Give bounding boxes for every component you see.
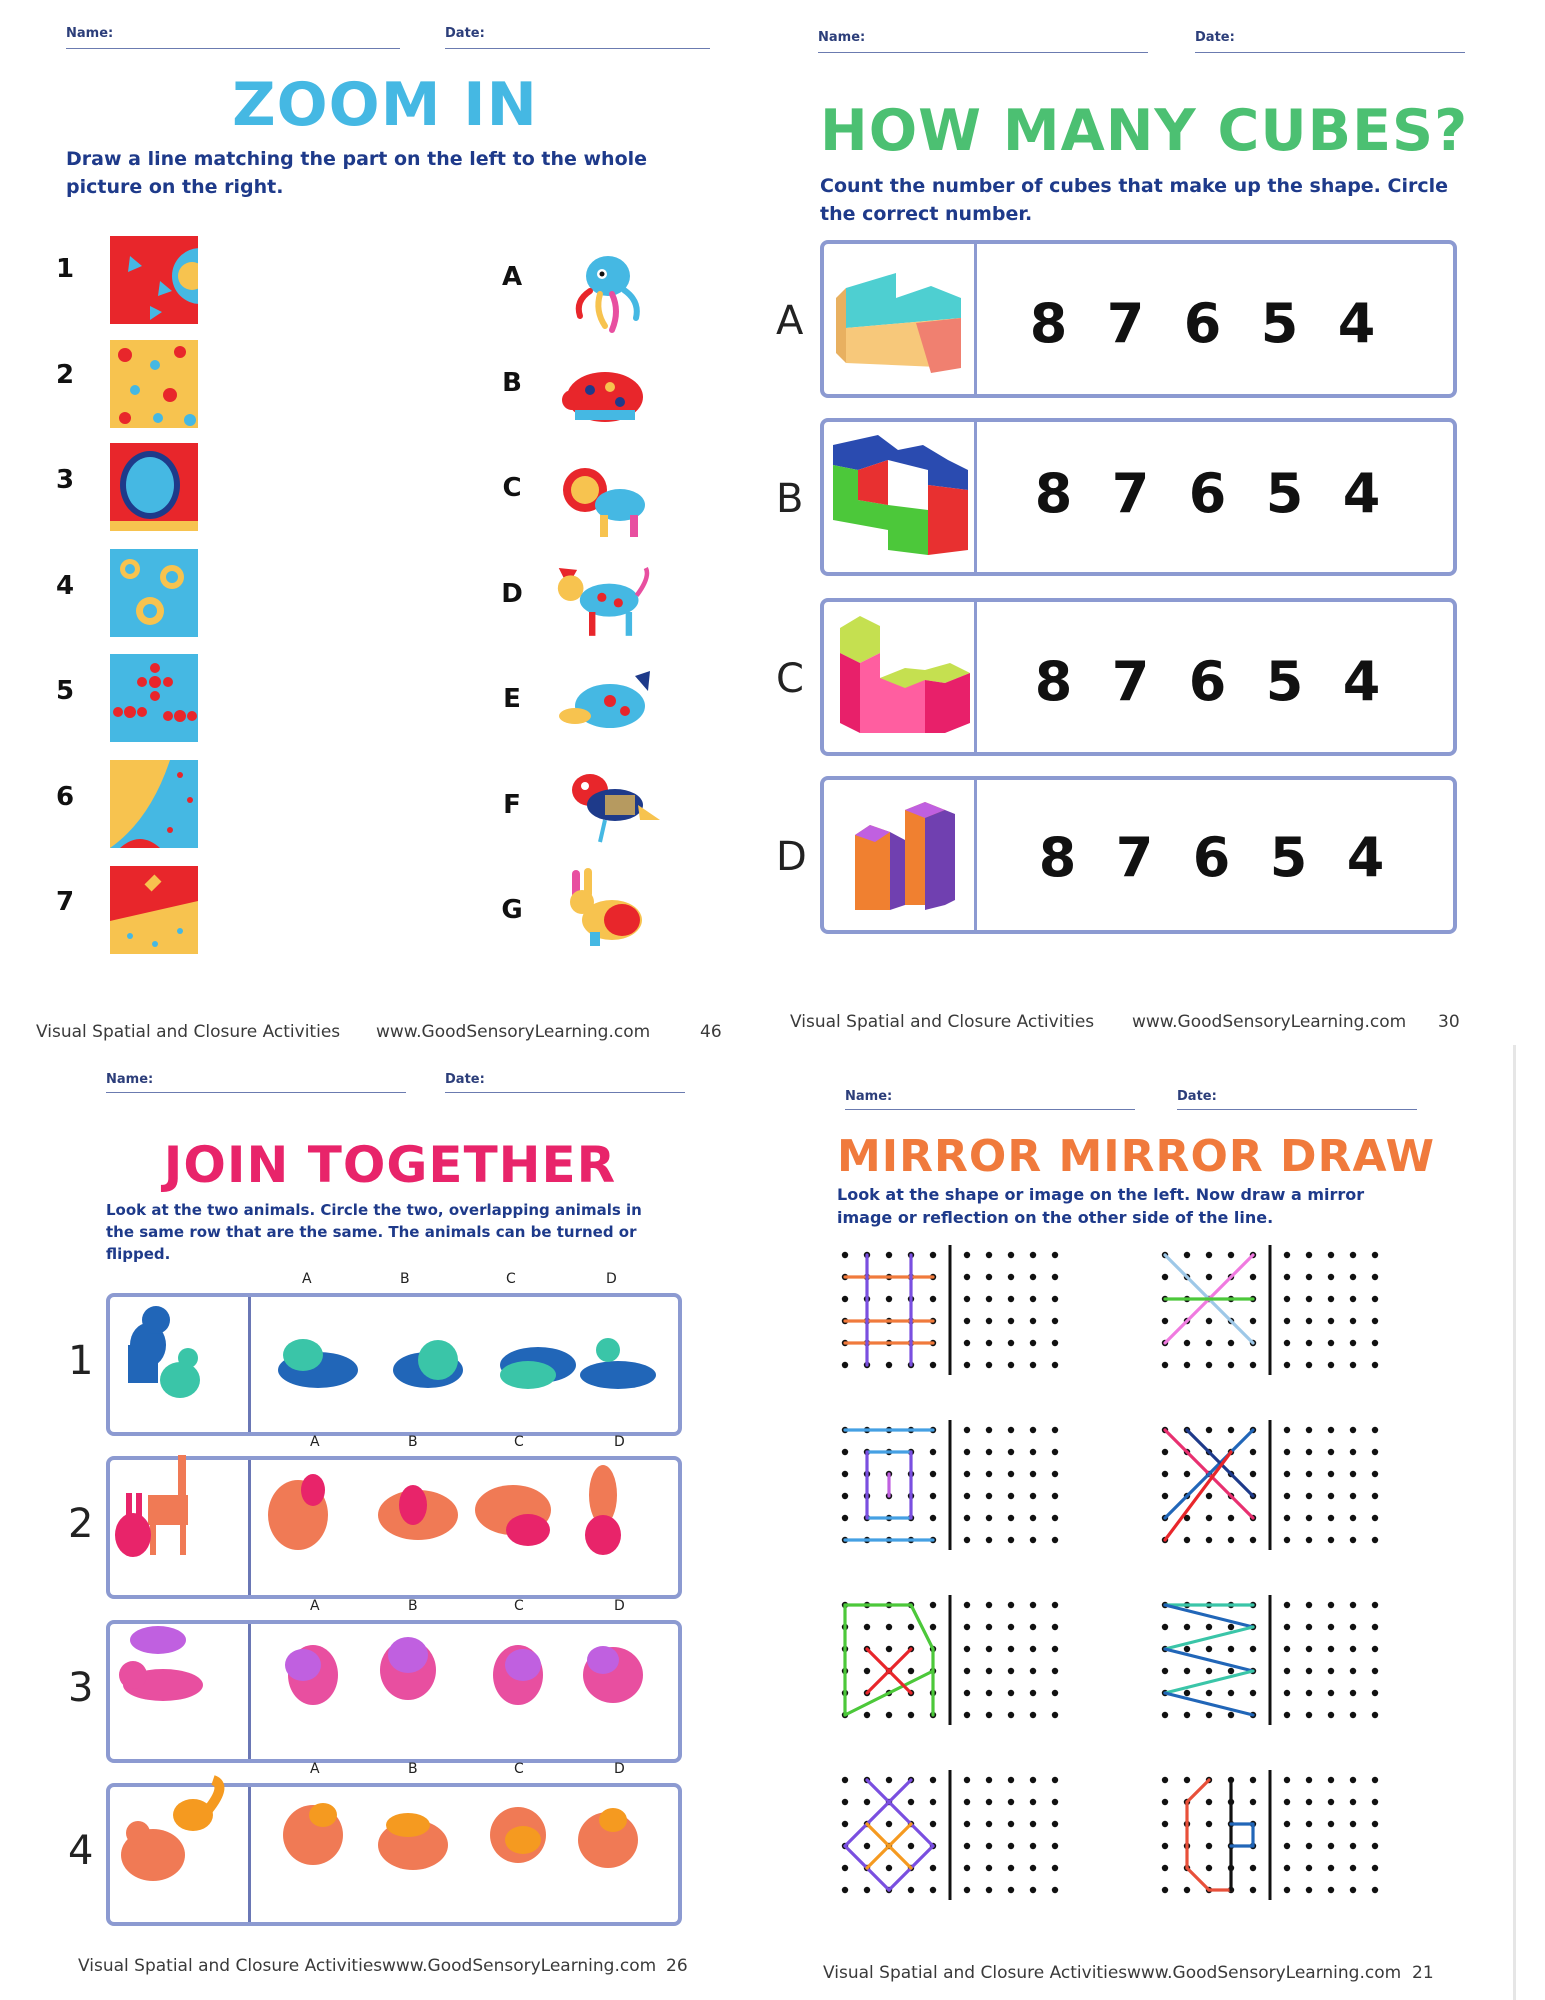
animal-silhouettes	[108, 1290, 678, 1970]
footer-website: www.GoodSensoryLearning.com	[376, 1022, 651, 1042]
row-number: 2	[68, 1501, 94, 1547]
answer-choices	[1015, 650, 1400, 713]
row-divider	[974, 422, 977, 572]
page-title: ZOOM IN	[232, 70, 538, 140]
mirror-grid[interactable]	[842, 1420, 1058, 1550]
footer-website: www.GoodSensoryLearning.com	[1132, 1012, 1407, 1032]
answer-choice[interactable]: 8	[1038, 826, 1077, 889]
date-line[interactable]	[1177, 1109, 1417, 1110]
instructions: Look at the two animals. Circle the two, overlapping animals in the same row that are the same. The animals can be turned or flipped.	[106, 1201, 642, 1263]
mirror-grid[interactable]	[842, 1770, 1058, 1900]
column-letter: D	[614, 1761, 625, 1777]
row-divider	[974, 780, 977, 930]
join-together-page	[0, 1050, 760, 2000]
answer-choices	[1010, 292, 1395, 355]
column-letter: B	[408, 1761, 418, 1777]
footer-page-number: 21	[1412, 1963, 1434, 1983]
name-label: Name:	[818, 30, 866, 45]
item-letter: D	[501, 578, 523, 609]
row-divider	[974, 244, 977, 394]
footer-page-number: 26	[666, 1956, 688, 1976]
answer-choice[interactable]: 5	[1265, 462, 1304, 525]
date-label: Date:	[445, 26, 485, 41]
cube-shape-a	[836, 258, 966, 383]
footer-page-number: 46	[700, 1022, 722, 1042]
column-letter: A	[310, 1761, 320, 1777]
mirror-grid[interactable]	[1162, 1770, 1378, 1900]
column-letter: D	[614, 1434, 625, 1450]
swatch-7	[110, 866, 198, 954]
name-line[interactable]	[106, 1092, 406, 1093]
instructions: Count the number of cubes that make up the shape. Circle the correct number.	[820, 175, 1449, 225]
item-number: 7	[55, 887, 75, 917]
column-letter: D	[614, 1598, 625, 1614]
date-label: Date:	[1177, 1089, 1217, 1104]
cube-shape-d	[845, 800, 965, 915]
answer-choice[interactable]: 7	[1111, 462, 1150, 525]
row-number: 1	[68, 1338, 94, 1384]
answer-choice[interactable]: 4	[1346, 826, 1385, 889]
footer-website: www.GoodSensoryLearning.com	[1127, 1963, 1402, 1983]
instructions: Look at the shape or image on the left. Now draw a mirror image or reflection on the other side of the line.	[837, 1185, 1365, 1228]
parrot-picture	[550, 760, 660, 852]
row-letter: B	[776, 476, 804, 522]
answer-choice[interactable]: 7	[1111, 650, 1150, 713]
name-line[interactable]	[845, 1109, 1135, 1110]
answer-choices	[1019, 826, 1404, 889]
cubes-page	[770, 0, 1545, 1045]
column-letter: A	[310, 1598, 320, 1614]
column-letter: C	[506, 1271, 516, 1287]
page-title: MIRROR MIRROR DRAW	[837, 1131, 1436, 1182]
answer-choice[interactable]: 4	[1337, 292, 1376, 355]
cube-shape-b	[828, 430, 968, 565]
instructions: Draw a line matching the part on the left to the whole picture on the right.	[66, 148, 648, 198]
item-number: 1	[55, 254, 75, 284]
column-letter: C	[514, 1761, 524, 1777]
column-letter: B	[408, 1598, 418, 1614]
answer-choice[interactable]: 8	[1034, 650, 1073, 713]
mirror-grid[interactable]	[842, 1245, 1058, 1375]
item-number: 3	[55, 465, 75, 495]
zoom-in-page	[0, 0, 770, 1060]
footer-left: Visual Spatial and Closure Activities	[78, 1956, 383, 1976]
footer-left: Visual Spatial and Closure Activities	[790, 1012, 1095, 1032]
answer-choice[interactable]: 5	[1269, 826, 1308, 889]
item-letter: G	[501, 895, 523, 925]
column-letter: C	[514, 1434, 524, 1450]
page-title: JOIN TOGETHER	[163, 1136, 617, 1194]
date-label: Date:	[1195, 30, 1235, 45]
mirror-draw-page	[775, 1045, 1510, 2000]
page-edge	[1513, 1045, 1516, 2000]
row-number: 3	[68, 1665, 94, 1711]
date-line[interactable]	[445, 48, 710, 49]
answer-choice[interactable]: 8	[1034, 462, 1073, 525]
name-label: Name:	[66, 26, 114, 41]
date-line[interactable]	[1195, 52, 1465, 53]
item-letter: F	[503, 789, 521, 820]
cube-shape-c	[835, 608, 970, 738]
item-letter: C	[502, 473, 522, 503]
name-line[interactable]	[818, 52, 1148, 53]
row-letter: D	[776, 834, 807, 880]
answer-choice[interactable]: 4	[1342, 462, 1381, 525]
column-letter: B	[408, 1434, 418, 1450]
footer-left: Visual Spatial and Closure Activities	[823, 1963, 1128, 1983]
row-number: 4	[68, 1828, 94, 1874]
item-number: 2	[55, 359, 75, 390]
swatch-6	[110, 760, 198, 848]
footer-website: www.GoodSensoryLearning.com	[382, 1956, 657, 1976]
answer-choice[interactable]: 8	[1029, 292, 1068, 355]
name-line[interactable]	[66, 48, 400, 49]
answer-choice[interactable]: 7	[1106, 292, 1145, 355]
answer-choices	[1015, 462, 1400, 525]
answer-choice[interactable]: 6	[1192, 826, 1231, 889]
mirror-grid[interactable]	[1162, 1595, 1378, 1725]
mirror-grid[interactable]	[1162, 1420, 1378, 1550]
row-divider	[974, 602, 977, 752]
answer-choice[interactable]: 6	[1183, 292, 1222, 355]
row-letter: C	[776, 656, 804, 702]
row-letter: A	[776, 298, 804, 344]
footer-left: Visual Spatial and Closure Activities	[36, 1022, 341, 1042]
name-label: Name:	[106, 1072, 154, 1087]
column-letter: A	[310, 1434, 320, 1450]
answer-choice[interactable]: 6	[1188, 650, 1227, 713]
answer-choice[interactable]: 4	[1342, 650, 1381, 713]
platypus-picture	[550, 656, 660, 748]
footer-page-number: 30	[1438, 1012, 1460, 1032]
item-number: 5	[55, 676, 75, 706]
swatch-4	[110, 549, 198, 637]
mirror-grid[interactable]	[842, 1595, 1058, 1725]
mirror-grids[interactable]	[825, 1245, 1465, 1965]
swatch-1	[110, 236, 198, 324]
date-line[interactable]	[445, 1092, 685, 1093]
swatch-3	[110, 443, 198, 531]
item-number: 6	[55, 781, 75, 812]
column-letter: B	[400, 1271, 410, 1287]
item-letter: E	[503, 684, 521, 714]
octopus-picture	[550, 246, 660, 338]
lion-picture	[550, 455, 660, 547]
item-letter: A	[501, 262, 523, 292]
column-letter: D	[606, 1271, 617, 1287]
date-label: Date:	[445, 1072, 485, 1087]
swatch-2	[110, 340, 198, 428]
name-label: Name:	[845, 1089, 893, 1104]
item-number: 4	[55, 570, 75, 601]
answer-choice[interactable]: 7	[1115, 826, 1154, 889]
turtle-picture	[550, 352, 660, 444]
answer-choice[interactable]: 5	[1260, 292, 1299, 355]
rabbit-picture	[550, 862, 660, 954]
page-title: HOW MANY CUBES?	[820, 98, 1469, 164]
swatch-5	[110, 654, 198, 742]
item-letter: B	[502, 367, 522, 398]
mirror-grid[interactable]	[1162, 1245, 1378, 1375]
answer-choice[interactable]: 5	[1265, 650, 1304, 713]
answer-choice[interactable]: 6	[1188, 462, 1227, 525]
cat-picture	[545, 555, 655, 647]
column-letter: C	[514, 1598, 524, 1614]
column-letter: A	[302, 1271, 312, 1287]
